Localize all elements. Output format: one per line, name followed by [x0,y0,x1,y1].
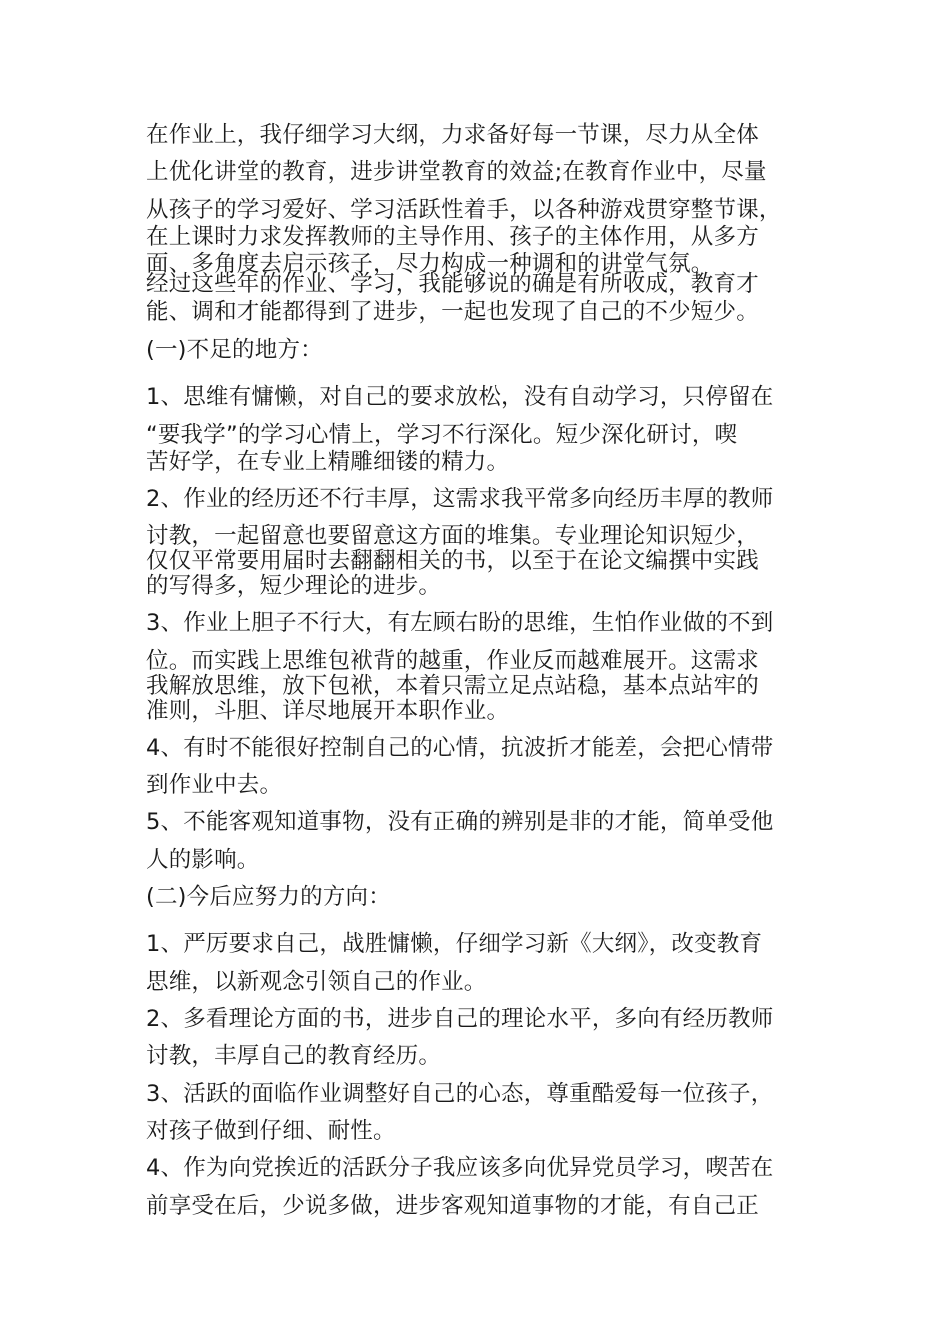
text-line: 3、活跃的面临作业调整好自己的心态，尊重酷爱每一位孩子， [146,1081,774,1107]
text-line: 2、多看理论方面的书，进步自己的理论水平，多向有经历教师 [146,1006,774,1032]
text-line: 准则，斗胆、详尽地展开本职作业。 [146,698,510,724]
text-line: 我解放思维，放下包袱，本着只需立足点站稳，基本点站牢的 [146,673,759,699]
text-line: 讨教，丰厚自己的教育经历。 [146,1043,442,1069]
text-line: 4、作为向党挨近的活跃分子我应该多向优异党员学习，喫苦在 [146,1155,774,1181]
text-line: 1、思维有慵懒，对自己的要求放松，没有自动学习，只停留在 [146,384,774,410]
text-line: 前享受在后，少说多做，进步客观知道事物的才能，有自己正 [146,1193,759,1219]
text-line: 讨教，一起留意也要留意这方面的堆集。专业理论知识短少， [146,523,759,549]
text-line: 2、作业的经历还不行丰厚，这需求我平常多向经历丰厚的教师 [146,486,774,512]
text-line: 1、严厉要求自己，战胜慵懒，仔细学习新《大纲》，改变教育 [146,931,763,957]
text-line: 从孩子的学习爱好、学习活跃性着手，以各种游戏贯穿整节课， [146,197,782,223]
text-line: 上优化讲堂的教育，进步讲堂教育的效益;在教育作业中，尽量 [146,159,767,185]
text-line: 能、调和才能都得到了进步，一起也发现了自己的不少短少。 [146,299,759,325]
section-heading: (一)不足的地方： [146,337,323,363]
text-line: 苦好学，在专业上精雕细镂的精力。 [146,449,510,475]
text-line: 经过这些年的作业、学习，我能够说的确是有所收成，教育才 [146,271,759,297]
text-line: 位。而实践上思维包袱背的越重，作业反而越难展开。这需求 [146,648,759,674]
text-line: 5、不能客观知道事物，没有正确的辨别是非的才能，简单受他 [146,809,774,835]
text-line: 人的影响。 [146,847,260,873]
text-line: 面、多角度去启示孩子，尽力构成一种调和的讲堂气氛。 [146,251,714,277]
text-line: 4、有时不能很好控制自己的心情，抗波折才能差，会把心情带 [146,735,774,761]
text-line: 仅仅平常要用届时去翻翻相关的书，以至于在论文编撰中实践 [146,548,759,574]
text-line: 对孩子做到仔细、耐性。 [146,1118,396,1144]
section-heading: (二)今后应努力的方向： [146,884,391,910]
text-line: 到作业中去。 [146,772,283,798]
text-line: 思维，以新观念引领自己的作业。 [146,969,487,995]
text-line: 在上课时力求发挥教师的主导作用、孩子的主体作用，从多方 [146,224,759,250]
text-line: 3、作业上胆子不行大，有左顾右盼的思维，生怕作业做的不到 [146,610,774,636]
text-line: “要我学”的学习心情上，学习不行深化。短少深化研讨，喫 [146,422,738,448]
text-line: 的写得多，短少理论的进步。 [146,573,442,599]
text-line: 在作业上，我仔细学习大纲，力求备好每一节课，尽力从全体 [146,122,759,148]
